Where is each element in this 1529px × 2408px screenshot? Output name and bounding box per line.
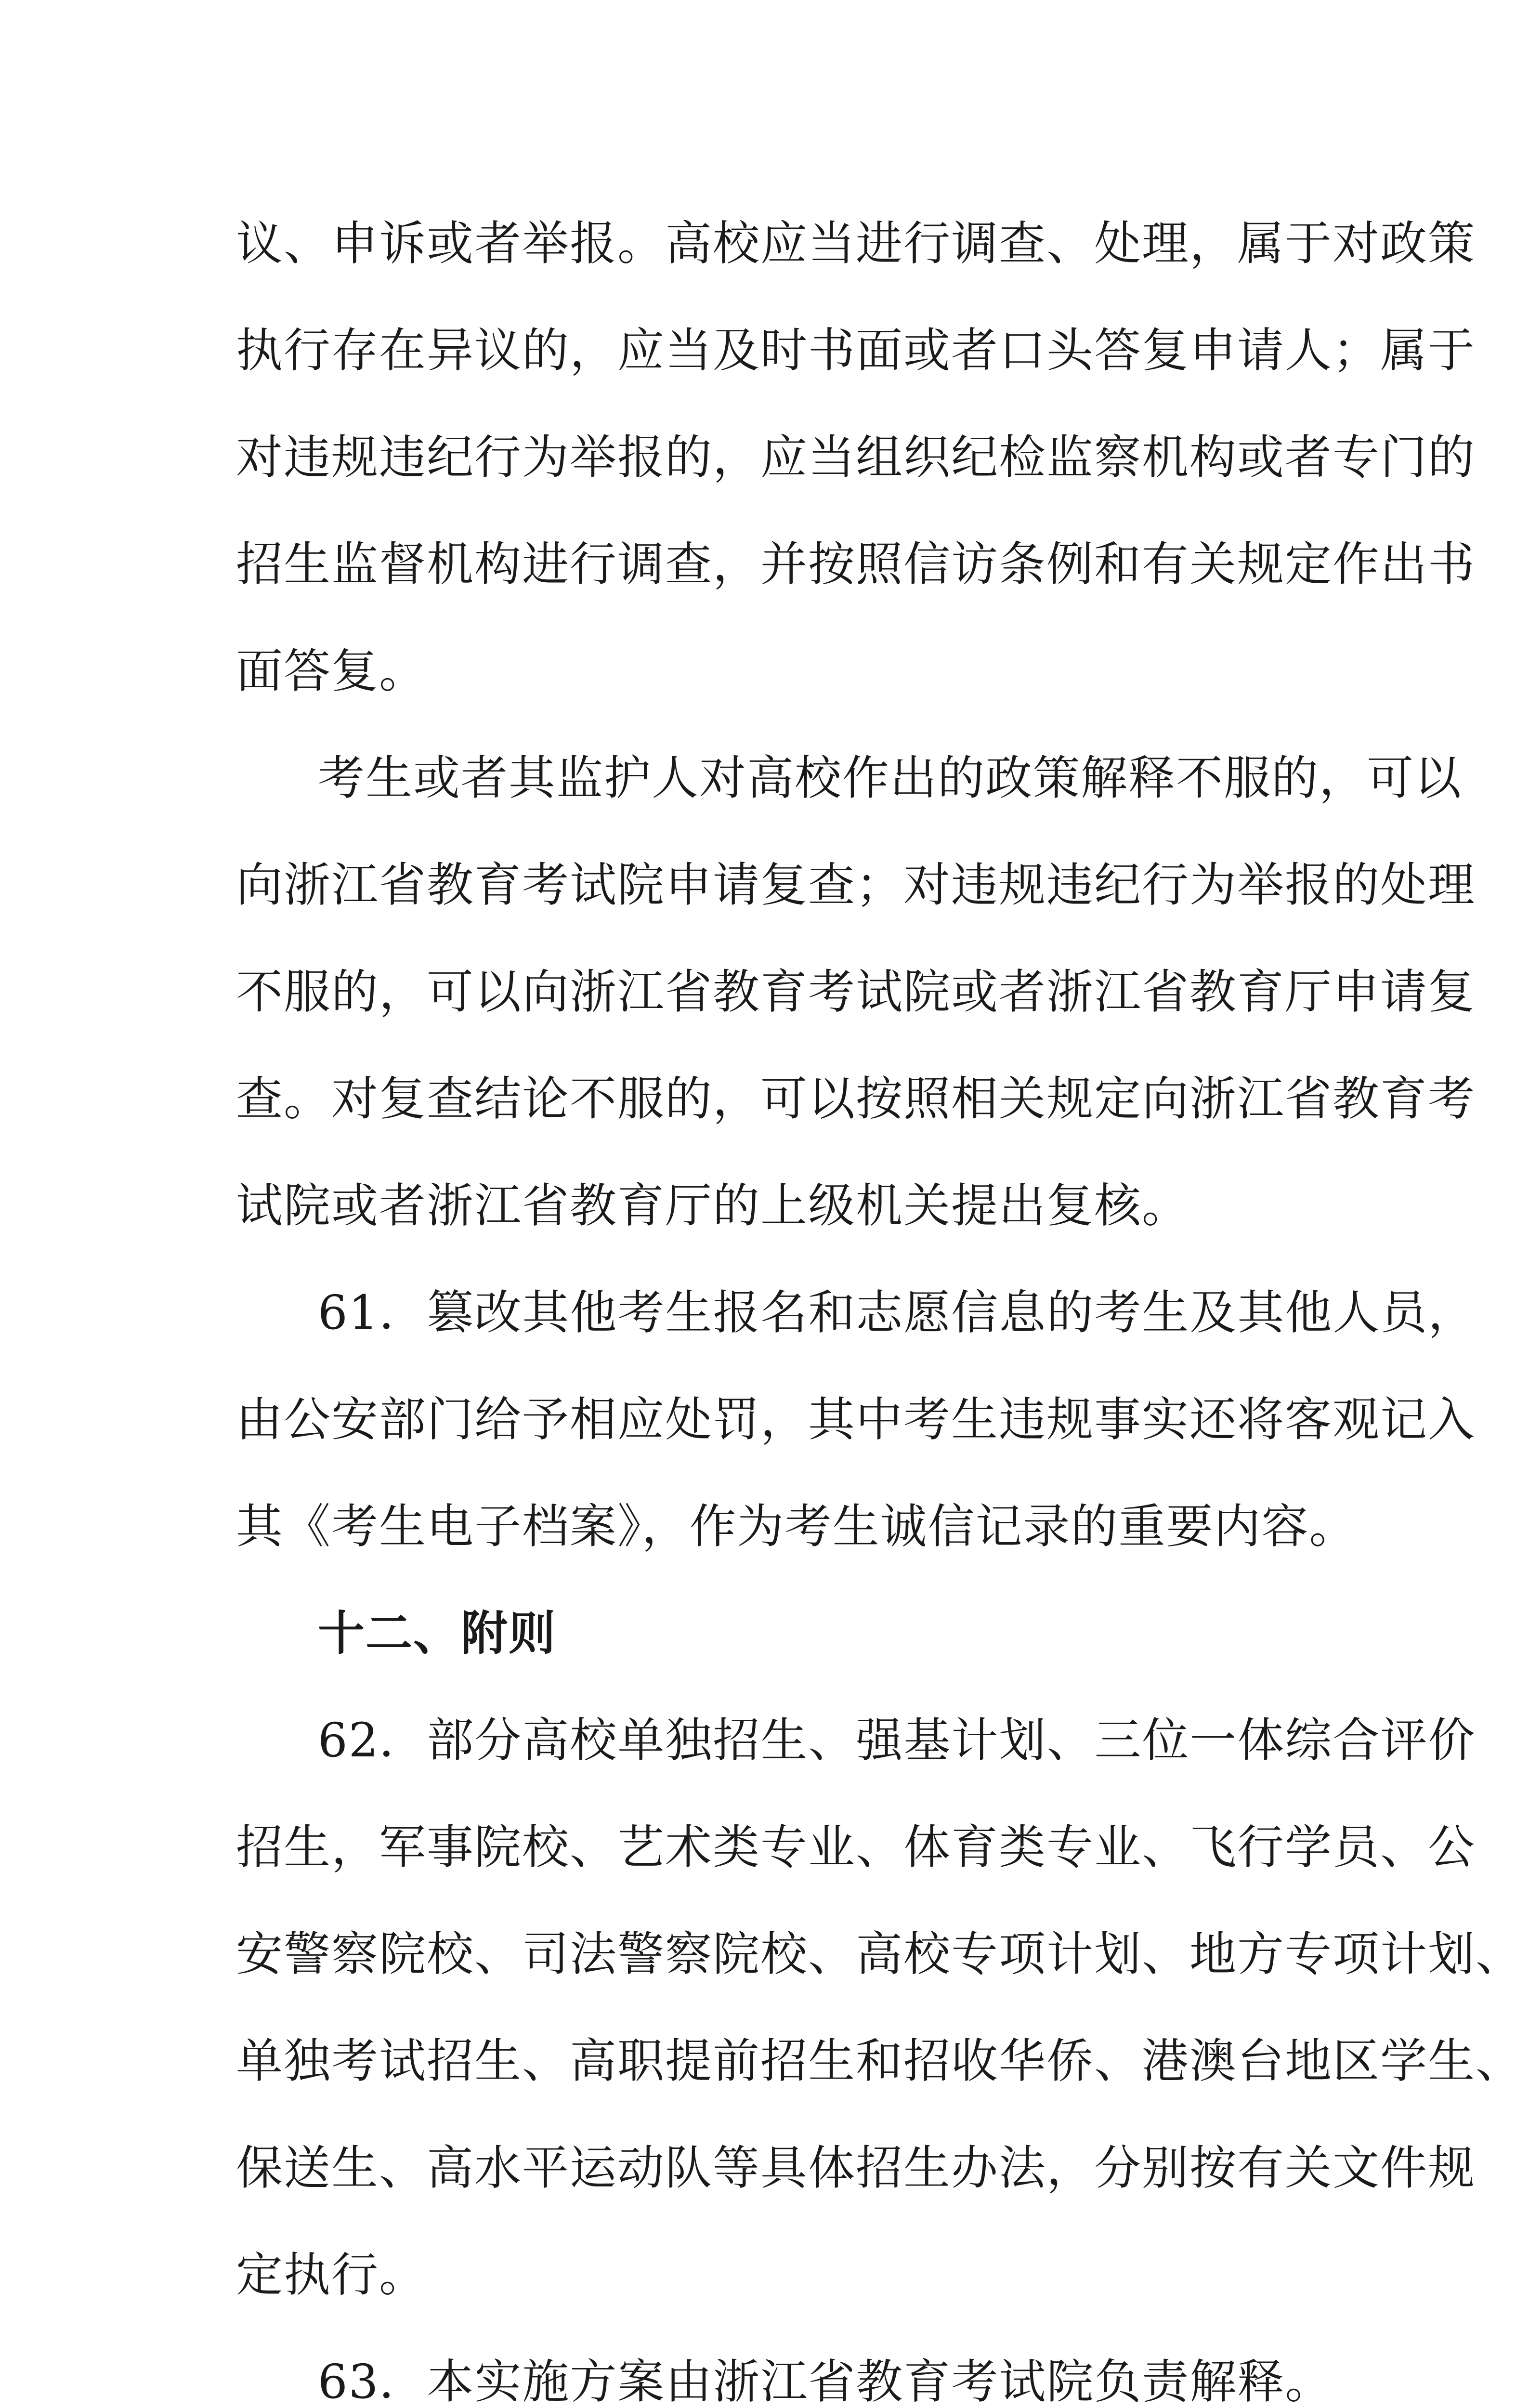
text-line: 考生或者其监护人对高校作出的政策解释不服的，可以: [318, 751, 1462, 805]
text-line: 由公安部门给予相应处罚，其中考生违规事实还将客观记入: [236, 1392, 1476, 1447]
text-line: 招生，军事院校、艺术类专业、体育类专业、飞行学员、公: [236, 1820, 1476, 1874]
text-line: 定执行。: [236, 2248, 427, 2302]
text-line: 62．部分高校单独招生、强基计划、三位一体综合评价: [318, 1713, 1476, 1767]
text-line: 其《考生电子档案》，作为考生诚信记录的重要内容。: [236, 1499, 1357, 1554]
text-line: 61．篡改其他考生报名和志愿信息的考生及其他人员，: [318, 1285, 1476, 1340]
text-line: 63．本实施方案由浙江省教育考试院负责解释。: [318, 2355, 1333, 2408]
section-heading: 十二、附则: [318, 1606, 556, 1661]
text-line: 试院或者浙江省教育厅的上级机关提出复核。: [236, 1178, 1189, 1233]
text-line: 查。对复查结论不服的，可以按照相关规定向浙江省教育考: [236, 1072, 1476, 1126]
text-line: 议、申诉或者举报。高校应当进行调查、处理，属于对政策: [236, 216, 1476, 271]
text-line: 招生监督机构进行调查，并按照信访条例和有关规定作出书: [236, 537, 1476, 591]
text-line: 安警察院校、司法警察院校、高校专项计划、地方专项计划、: [236, 1927, 1523, 1981]
paragraph-review-request: [236, 725, 1476, 1259]
paragraph-item-62: [236, 1687, 1523, 2329]
text-line: 面答复。: [236, 644, 427, 698]
text-line: 不服的，可以向浙江省教育考试院或者浙江省教育厅申请复: [236, 965, 1476, 1019]
text-line: 单独考试招生、高职提前招生和招收华侨、港澳台地区学生、: [236, 2034, 1523, 2088]
text-line: 对违规违纪行为举报的，应当组织纪检监察机构或者专门的: [236, 430, 1476, 484]
paragraph-item-61: [236, 1259, 1476, 1580]
document-body: [236, 190, 1523, 2408]
text-line: 向浙江省教育考试院申请复查；对违规违纪行为举报的处理: [236, 858, 1476, 912]
paragraph-item-63: [236, 2329, 1333, 2408]
text-line: 保送生、高水平运动队等具体招生办法，分别按有关文件规: [236, 2141, 1476, 2195]
paragraph-complaint-handling: [236, 190, 1476, 725]
text-line: 执行存在异议的，应当及时书面或者口头答复申请人；属于: [236, 323, 1476, 378]
